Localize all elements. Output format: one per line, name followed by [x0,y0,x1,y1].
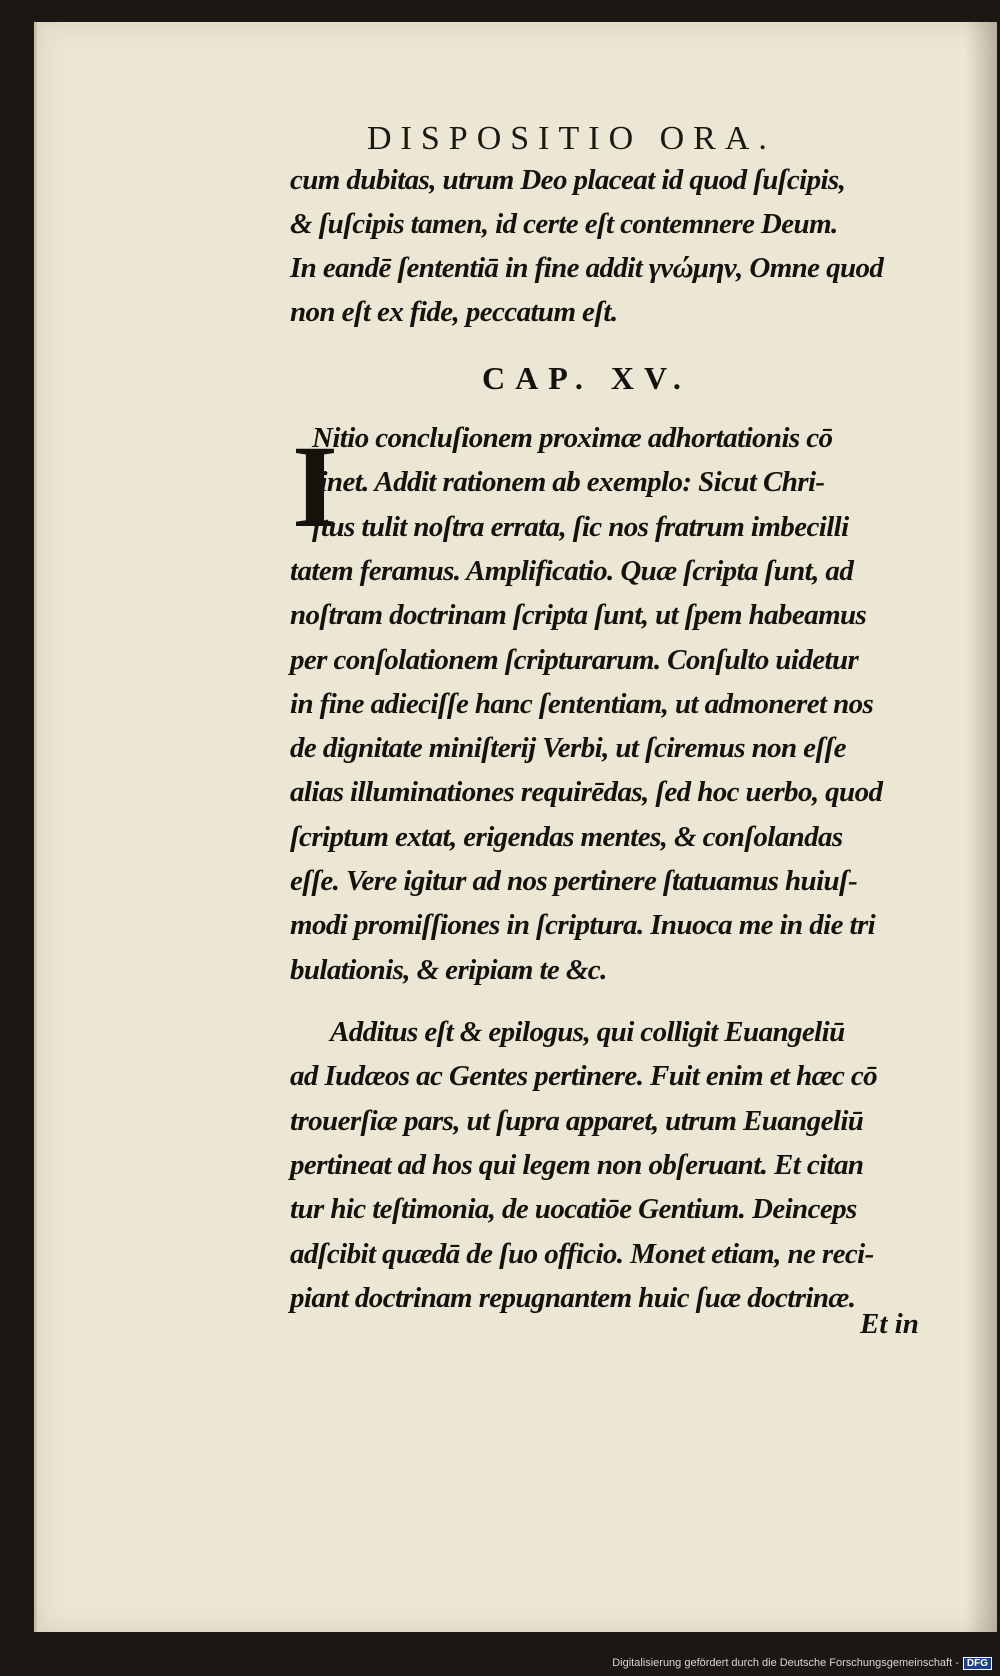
text-line: piant doctrinam repugnantem huic ſuæ doctrinæ. [290,1281,856,1314]
text-line: ſtus tulit noſtra errata, ſic nos fratrum imbecilli [312,510,849,543]
text-line: In eandē ſententiā in fine addit γνώμην, Omne quod [290,252,884,284]
text-line: de dignitate miniſterij Verbi, ut ſciremus non eſſe [290,732,846,765]
text-line: tur hic teſtimonia, de uocatiōe Gentium. Deinceps [290,1193,857,1226]
drop-initial: I [292,421,338,552]
text-line: ad Iudæos ac Gentes pertinere. Fuit enim et hæc cō [290,1060,878,1093]
text-line: per conſolationem ſcripturarum. Conſulto uidetur [290,643,859,676]
credit-text: Digitalisierung gefördert durch die Deutsche Forschungsgemeinschaft - [612,1657,959,1669]
text-line: Nitio concluſionem proximæ adhortationis cō [312,422,833,454]
text-line: cum dubitas, utrum Deo placeat id quod ſuſcipis, [290,164,846,196]
text-line: in fine adieciſſe hanc ſententiam, ut admoneret nos [290,687,874,720]
chapter-heading: CAP. XV. [482,360,691,396]
catchword: Et in [860,1308,919,1340]
text-line: pertineat ad hos qui legem non obſeruant. Et citan [290,1148,864,1181]
text-line: tatem feramus. Amplificatio. Quæ ſcripta ſunt, ad [290,554,854,587]
text-line: trouerſiæ pars, ut ſupra apparet, utrum Euangeliū [290,1104,864,1137]
running-title: DISPOSITIO ORA. [367,120,776,157]
text-line: alias illuminationes requirēdas, ſed hoc uerbo, quod [290,776,883,809]
text-line: eſſe. Vere igitur ad nos pertinere ſtatuamus huiuſ- [290,865,858,897]
text-line: Additus eſt & epilogus, qui colligit Euangeliū [330,1016,845,1048]
dfg-logo: DFG [963,1657,992,1670]
text-line: modi promiſſiones in ſcriptura. Inuoca me in die tri [290,909,876,942]
text-line: bulationis, & eripiam te &c. [290,953,607,986]
text-line: non eſt ex fide, peccatum eſt. [290,296,618,328]
text-line: ſcriptum extat, erigendas mentes, & conſolandas [290,820,843,853]
text-line: tinet. Addit rationem ab exemplo: Sicut Chri- [312,466,825,499]
text-line: & ſuſcipis tamen, id certe eſt contemnere Deum. [290,208,838,240]
digitization-credit [612,1657,992,1670]
text-line: noſtram doctrinam ſcripta ſunt, ut ſpem habeamus [290,599,867,632]
text-line: adſcibit quædā de ſuo officio. Monet etiam, ne reci- [290,1237,874,1270]
